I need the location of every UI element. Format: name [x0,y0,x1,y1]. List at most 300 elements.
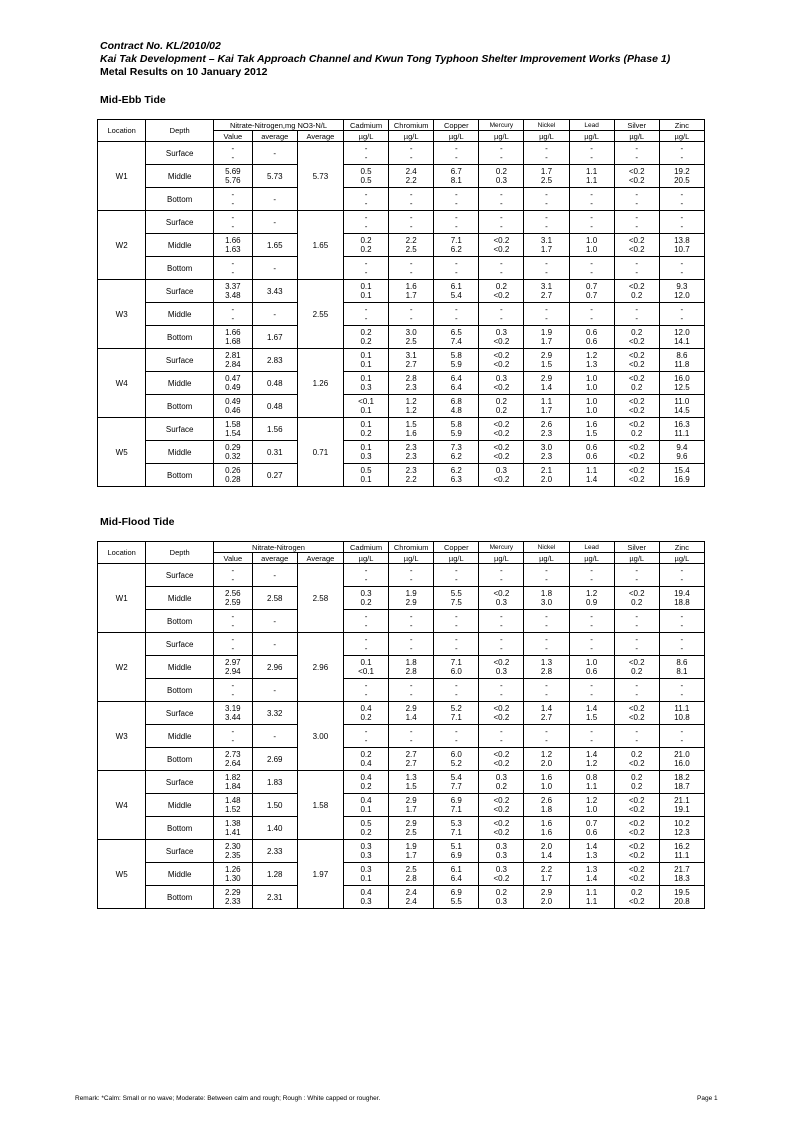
metal-value-1: 2.8 [405,374,417,383]
metal-value-2: - [500,268,503,277]
metal-value-1: 16.0 [674,374,690,383]
nitrate-value-1: - [231,727,235,736]
metal-value-2: 0.6 [586,452,598,461]
metal-value-cell [524,564,569,587]
metal-value-cell [434,840,479,863]
metal-value-2: 5.9 [450,429,462,438]
metal-value-cell [344,188,389,211]
metal-value-2: 0.1 [360,406,372,415]
depth-cell: Bottom [146,679,214,702]
metal-value-cell [524,863,569,886]
nitrate-value-2: - [231,644,235,653]
metal-value-1: 6.4 [450,374,462,383]
metal-value-1: <0.2 [628,819,645,828]
metal-value-2: 1.7 [405,851,417,860]
metal-value-2: 2.5 [405,828,417,837]
nitrate-value-1: - [231,681,235,690]
metal-value-1: 6.8 [450,397,462,406]
metal-value-cell [659,464,704,487]
table-row [98,349,705,372]
metal-value-cell [434,142,479,165]
metal-value-cell [434,211,479,234]
metal-value-2: 2.7 [405,360,417,369]
depth-average-cell: 2.33 [252,840,297,863]
metal-value-cell [344,725,389,748]
metal-value-1: 0.1 [360,351,372,360]
nitrate-value-1: - [231,144,235,153]
depth-average-cell: 2.83 [252,349,297,372]
metal-value-cell [614,771,659,794]
metal-value-1: 1.9 [540,328,553,337]
nitrate-value-2: - [231,222,235,231]
nitrate-value-2: - [231,621,235,630]
metal-value-1: - [680,144,684,153]
metal-value-1: - [500,566,503,575]
metal-value-1: 7.3 [450,443,462,452]
table-row [98,441,705,464]
metal-value-cell [614,886,659,909]
depth-header: Depth [146,542,214,564]
metal-value-cell [569,464,614,487]
metal-header: Nickel [524,542,569,553]
metal-value-cell [569,142,614,165]
metal-value-cell [614,725,659,748]
metal-value-1: 2.3 [405,466,417,475]
metal-value-cell [659,211,704,234]
metal-value-cell [479,257,524,280]
metal-value-cell [434,280,479,303]
metal-value-2: - [500,644,503,653]
metal-value-cell [569,188,614,211]
metal-value-1: - [635,144,639,153]
metal-value-2: 2.0 [540,759,553,768]
header-row [98,542,705,553]
metal-value-2: - [364,199,368,208]
metal-value-cell [614,679,659,702]
metal-value-cell [434,587,479,610]
metal-value-1: - [364,190,368,199]
metal-value-cell [569,702,614,725]
metal-value-1: - [409,566,413,575]
metal-value-1: 0.5 [360,466,372,475]
depth-average-cell: 1.67 [252,326,297,349]
metal-value-1: - [635,566,639,575]
location-cell: W1 [98,142,146,211]
metal-value-1: 0.2 [495,282,507,291]
metal-value-cell [434,656,479,679]
metal-value-cell [434,165,479,188]
metal-value-1: - [500,144,503,153]
unit-header: µg/L [614,553,659,564]
nitrate-value-1: 1.26 [225,865,241,874]
metal-value-2: 5.4 [450,291,462,300]
metal-value-2: <0.2 [493,452,510,461]
nitrate-value-1: 1.66 [225,328,241,337]
table-row [98,142,705,165]
metal-value-1: 2.4 [405,167,417,176]
metal-value-2: 5.9 [450,360,462,369]
metal-value-cell [659,564,704,587]
metal-value-cell [614,372,659,395]
nitrate-value-2: - [231,736,235,745]
metal-value-2: 1.2 [405,406,417,415]
table-row [98,863,705,886]
depth-cell: Surface [146,840,214,863]
metal-value-1: 1.5 [405,420,417,429]
metal-value-1: 0.1 [360,443,372,452]
nitrate-value-2: - [231,690,235,699]
metal-value-2: - [364,621,368,630]
nitrate-value-cell [214,817,253,840]
metal-value-cell [389,464,434,487]
table-row [98,702,705,725]
metal-value-2: - [545,736,548,745]
location-average-cell: 2.96 [297,633,343,702]
metal-value-2: 1.0 [586,805,598,814]
metal-value-2: - [590,199,593,208]
metal-value-1: - [409,305,413,314]
table-row [98,725,705,748]
metal-value-1: <0.2 [628,842,645,851]
metal-header: Copper [434,542,479,553]
metal-value-2: 0.2 [360,828,372,837]
metal-value-cell [479,349,524,372]
metal-value-1: 6.7 [450,167,462,176]
metal-value-cell [614,587,659,610]
metal-value-1: - [454,190,458,199]
metal-value-cell [569,418,614,441]
metal-value-2: 0.4 [360,759,372,768]
unit-header: µg/L [479,131,524,142]
metal-value-cell [479,794,524,817]
metal-value-1: 2.6 [540,420,553,429]
location-average-cell: 1.97 [297,840,343,909]
depth-average-cell: - [252,679,297,702]
metal-value-cell [434,610,479,633]
metal-value-1: - [454,213,458,222]
metal-value-2: - [545,644,548,653]
metal-value-cell [389,303,434,326]
table-row [98,372,705,395]
metal-value-1: 21.0 [674,750,690,759]
metal-value-1: 3.1 [540,282,553,291]
metal-value-cell [479,817,524,840]
metal-value-2: 1.3 [586,360,598,369]
depth-cell: Middle [146,587,214,610]
unit-header: µg/L [389,553,434,564]
depth-cell: Surface [146,633,214,656]
metal-value-1: 0.4 [360,888,372,897]
metal-value-2: - [454,222,458,231]
metal-value-2: 1.1 [586,176,598,185]
metal-value-cell [659,395,704,418]
metal-value-cell [569,280,614,303]
metal-value-1: 2.6 [540,796,553,805]
location-average-cell: 1.58 [297,771,343,840]
metal-value-1: - [545,681,548,690]
metal-value-2: - [590,644,593,653]
metal-value-cell [524,771,569,794]
metal-value-1: 1.0 [586,658,598,667]
metal-value-1: 1.2 [405,397,417,406]
nitrate-value-1: 2.30 [225,842,241,851]
metal-value-cell [389,372,434,395]
metal-value-1: <0.2 [628,282,645,291]
nitrate-value-2: 2.94 [225,667,241,676]
metal-value-1: <0.2 [493,351,510,360]
nitrate-header: Nitrate-Nitrogen [214,542,344,553]
metal-value-1: - [545,305,548,314]
metal-value-2: - [409,153,413,162]
nitrate-value-cell [214,303,253,326]
metal-value-2: - [680,268,684,277]
metal-value-cell [344,441,389,464]
metal-value-2: <0.2 [628,360,645,369]
metal-value-cell [434,886,479,909]
metal-value-cell [344,794,389,817]
metal-value-1: 0.3 [495,466,507,475]
metal-value-2: 2.5 [405,245,417,254]
nitrate-value-2: 2.64 [225,759,241,768]
unit-header: µg/L [524,131,569,142]
metal-value-2: - [500,690,503,699]
metal-value-2: 1.2 [586,759,598,768]
nitrate-value-2: 1.41 [225,828,241,837]
metal-value-cell [524,725,569,748]
metal-value-1: 0.3 [495,842,507,851]
metal-value-2: <0.2 [628,805,645,814]
metal-value-2: - [635,199,639,208]
metal-value-2: - [590,575,593,584]
metal-value-1: - [635,727,639,736]
metal-value-1: 5.5 [450,589,462,598]
metal-value-cell [479,748,524,771]
metal-value-cell [569,748,614,771]
metal-value-2: 0.3 [360,383,372,392]
metal-value-cell [614,211,659,234]
nitrate-value-cell [214,794,253,817]
metal-value-cell [479,418,524,441]
nitrate-value-1: - [231,190,235,199]
metal-value-2: 12.3 [674,828,690,837]
metal-value-cell [524,464,569,487]
metal-header: Copper [434,120,479,131]
metal-value-2: 20.5 [674,176,690,185]
nitrate-value-cell [214,771,253,794]
metal-value-1: 6.1 [450,282,462,291]
metal-value-1: 5.2 [450,704,462,713]
metal-value-2: 1.1 [586,782,598,791]
location-average-header: Average [297,131,343,142]
location-cell: W2 [98,211,146,280]
metal-value-cell [344,610,389,633]
metal-value-cell [389,840,434,863]
metal-value-cell [659,771,704,794]
metal-value-2: 1.7 [540,337,553,346]
metal-value-2: 2.3 [405,452,417,461]
nitrate-value-1: 1.38 [225,819,241,828]
page-number: Page 1 [697,1095,718,1102]
metal-value-cell [389,280,434,303]
metal-value-1: - [545,190,548,199]
metal-value-2: 6.2 [450,452,462,461]
nitrate-value-2: - [231,575,235,584]
unit-header: µg/L [524,553,569,564]
nitrate-value-cell [214,610,253,633]
metal-value-2: <0.2 [493,475,510,484]
metal-value-1: - [409,259,413,268]
metal-value-2: 4.8 [450,406,462,415]
metal-value-cell [434,863,479,886]
metal-value-cell [434,702,479,725]
metal-value-cell [434,349,479,372]
metal-value-2: 2.3 [540,429,553,438]
unit-header: µg/L [344,553,389,564]
metal-value-1: - [454,635,458,644]
depth-average-cell: 1.56 [252,418,297,441]
metal-value-cell [479,372,524,395]
depth-cell: Bottom [146,748,214,771]
depth-cell: Surface [146,280,214,303]
metal-value-cell [614,280,659,303]
metal-value-1: 21.7 [674,865,690,874]
depth-average-cell: - [252,257,297,280]
table-row [98,303,705,326]
metal-value-cell [344,886,389,909]
table-row [98,257,705,280]
metal-value-1: 0.5 [360,167,372,176]
metal-value-cell [389,656,434,679]
metal-value-cell [659,349,704,372]
metal-value-1: 0.6 [586,328,598,337]
metal-value-1: - [364,612,368,621]
depth-cell: Surface [146,564,214,587]
metal-value-1: 0.3 [495,773,507,782]
metal-value-2: 0.5 [360,176,372,185]
metal-value-1: - [500,681,503,690]
metal-value-2: - [454,199,458,208]
metal-value-cell [569,349,614,372]
metal-value-1: 1.4 [586,750,598,759]
metal-value-cell [659,142,704,165]
metal-value-2: <0.2 [493,360,510,369]
metal-value-2: - [545,153,548,162]
metal-value-1: 19.2 [674,167,690,176]
metal-value-1: 2.2 [405,236,417,245]
metal-value-2: - [364,268,368,277]
metal-value-2: 1.5 [586,429,598,438]
metal-value-cell [344,817,389,840]
metal-value-2: - [680,314,684,323]
metal-value-2: 0.2 [631,667,643,676]
table-row [98,748,705,771]
metal-value-2: 0.2 [631,429,643,438]
metal-value-2: <0.2 [628,713,645,722]
metal-value-2: - [500,153,503,162]
metal-value-cell [614,441,659,464]
depth-cell: Middle [146,234,214,257]
metal-value-cell [479,142,524,165]
metal-value-cell [569,863,614,886]
metal-value-cell [659,418,704,441]
metal-value-2: - [590,736,593,745]
metal-value-1: - [500,727,503,736]
header-row [98,120,705,131]
metal-value-2: - [409,575,413,584]
depth-cell: Bottom [146,464,214,487]
metal-value-1: 1.7 [540,167,553,176]
depth-average-cell: - [252,142,297,165]
metal-value-2: 2.8 [405,874,417,883]
metal-value-1: 2.9 [540,888,553,897]
metal-value-1: - [590,681,593,690]
metal-value-1: 2.9 [405,704,417,713]
metal-value-1: 0.7 [586,819,598,828]
location-header: Location [98,542,146,564]
metal-value-1: 1.4 [586,704,598,713]
metal-value-2: 2.8 [405,667,417,676]
location-average-cell: 3.00 [297,702,343,771]
metal-value-cell [569,211,614,234]
nitrate-value-2: 3.44 [225,713,241,722]
depth-average-cell: 0.31 [252,441,297,464]
nitrate-value-2: - [231,153,235,162]
metal-value-2: 2.0 [540,475,553,484]
metal-value-cell [344,748,389,771]
metal-value-cell [434,234,479,257]
metal-value-2: 8.1 [450,176,462,185]
metal-value-2: - [500,575,503,584]
metal-value-2: - [454,690,458,699]
metal-header: Mercury [479,542,524,553]
metal-value-1: 2.2 [540,865,553,874]
metal-value-cell [659,587,704,610]
metal-value-cell [389,257,434,280]
metal-value-cell [389,817,434,840]
metal-value-2: 1.0 [540,782,553,791]
ebb-section-title: Mid-Ebb Tide [100,94,166,106]
metal-value-2: 1.1 [586,897,598,906]
metal-value-2: 14.1 [674,337,690,346]
nitrate-value-1: 3.19 [225,704,241,713]
depth-average-cell: 5.73 [252,165,297,188]
metal-value-cell [344,165,389,188]
location-cell: W4 [98,349,146,418]
metal-value-cell [659,165,704,188]
unit-header: µg/L [569,131,614,142]
metal-value-2: 0.2 [495,406,507,415]
metal-value-cell [434,372,479,395]
table-row [98,794,705,817]
metal-value-2: <0.2 [628,897,645,906]
metal-value-1: <0.2 [628,589,645,598]
metal-value-2: 7.7 [450,782,462,791]
depth-average-cell: - [252,610,297,633]
metal-value-cell [479,610,524,633]
metal-value-2: - [545,575,548,584]
metal-value-cell [524,372,569,395]
metal-value-cell [659,303,704,326]
metal-value-1: 1.6 [586,420,598,429]
metal-value-1: 8.6 [676,351,688,360]
nitrate-value-cell [214,280,253,303]
depth-average-cell: - [252,188,297,211]
nitrate-value-2: 1.68 [225,337,241,346]
metal-header: Lead [569,120,614,131]
metal-value-2: 7.5 [450,598,462,607]
metal-value-1: - [635,213,639,222]
metal-value-1: - [500,190,503,199]
